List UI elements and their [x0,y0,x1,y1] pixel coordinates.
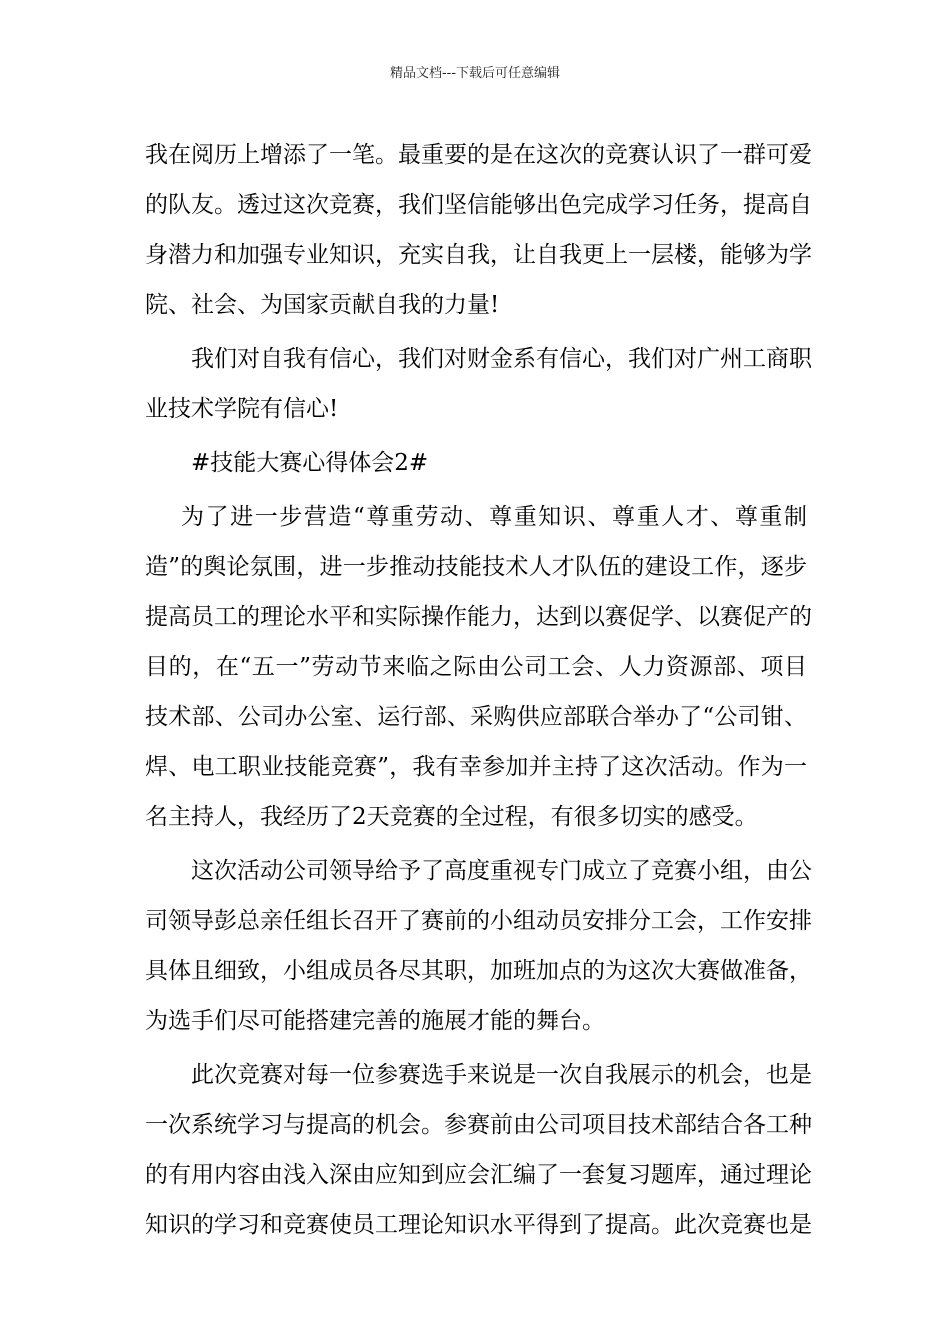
paragraph-line: 知识的学习和竞赛使员工理论知识水平得到了提高。此次竞赛也是 [145,1212,812,1238]
paragraph-line: 的队友。透过这次竞赛，我们坚信能够出色完成学习任务，提高自 [145,192,812,218]
paragraph-line: 这次活动公司领导给予了高度重视专门成立了竞赛小组，由公 [191,858,812,884]
paragraph-line: 技术部、公司办公室、运行部、采购供应部联合举办了“公司钳、 [145,704,807,730]
page-header: 精品文档---下载后可任意编辑 [389,66,561,81]
section-heading [145,438,807,488]
paragraph-2 [145,334,812,434]
paragraph-1 [145,130,812,330]
paragraph-line: 造”的舆论氛围，进一步推动技能技术人才队伍的建设工作，逐步 [145,554,807,580]
paragraph-5 [145,1050,812,1250]
paragraph-line: 业技术学院有信心! [145,396,339,422]
paragraph-line: 司领导彭总亲任组长召开了赛前的小组动员安排分工会，工作安排 [145,908,812,934]
paragraph-line: 身潜力和加强专业知识，充实自我，让自我更上一层楼，能够为学 [145,242,812,268]
paragraph-line: 目的，在“五一”劳动节来临之际由公司工会、人力资源部、项目 [145,654,807,680]
body-text [145,130,812,1250]
paragraph-line: 为了进一步营造“尊重劳动、尊重知识、尊重人才、尊重制 [181,504,807,530]
paragraph-line: 此次竞赛对每一位参赛选手来说是一次自我展示的机会，也是 [191,1062,812,1088]
paragraph-line: 为选手们尽可能搭建完善的施展才能的舞台。 [145,1008,605,1034]
paragraph-line: 具体且细致，小组成员各尽其职，加班加点的为这次大赛做准备， [145,958,812,984]
paragraph-line: 焊、电工职业技能竞赛”，我有幸参加并主持了这次活动。作为一 [145,754,807,780]
paragraph-line: 我们对自我有信心，我们对财金系有信心，我们对广州工商职 [191,346,812,372]
paragraph-4 [145,846,812,1046]
paragraph-line: 的有用内容由浅入深由应知到应会汇编了一套复习题库，通过理论 [145,1162,812,1188]
paragraph-line: 一次系统学习与提高的机会。参赛前由公司项目技术部结合各工种 [145,1112,812,1138]
paragraph-line: 院、社会、为国家贡献自我的力量! [145,292,500,318]
paragraph-line: 提高员工的理论水平和实际操作能力，达到以赛促学、以赛促产的 [145,604,812,630]
section-heading-text: #技能大赛心得体会2# [191,450,429,476]
paragraph-line: 名主持人，我经历了2天竞赛的全过程，有很多切实的感受。 [145,804,758,830]
paragraph-line: 我在阅历上增添了一笔。最重要的是在这次的竞赛认识了一群可爱 [145,142,812,168]
paragraph-3 [145,492,812,842]
